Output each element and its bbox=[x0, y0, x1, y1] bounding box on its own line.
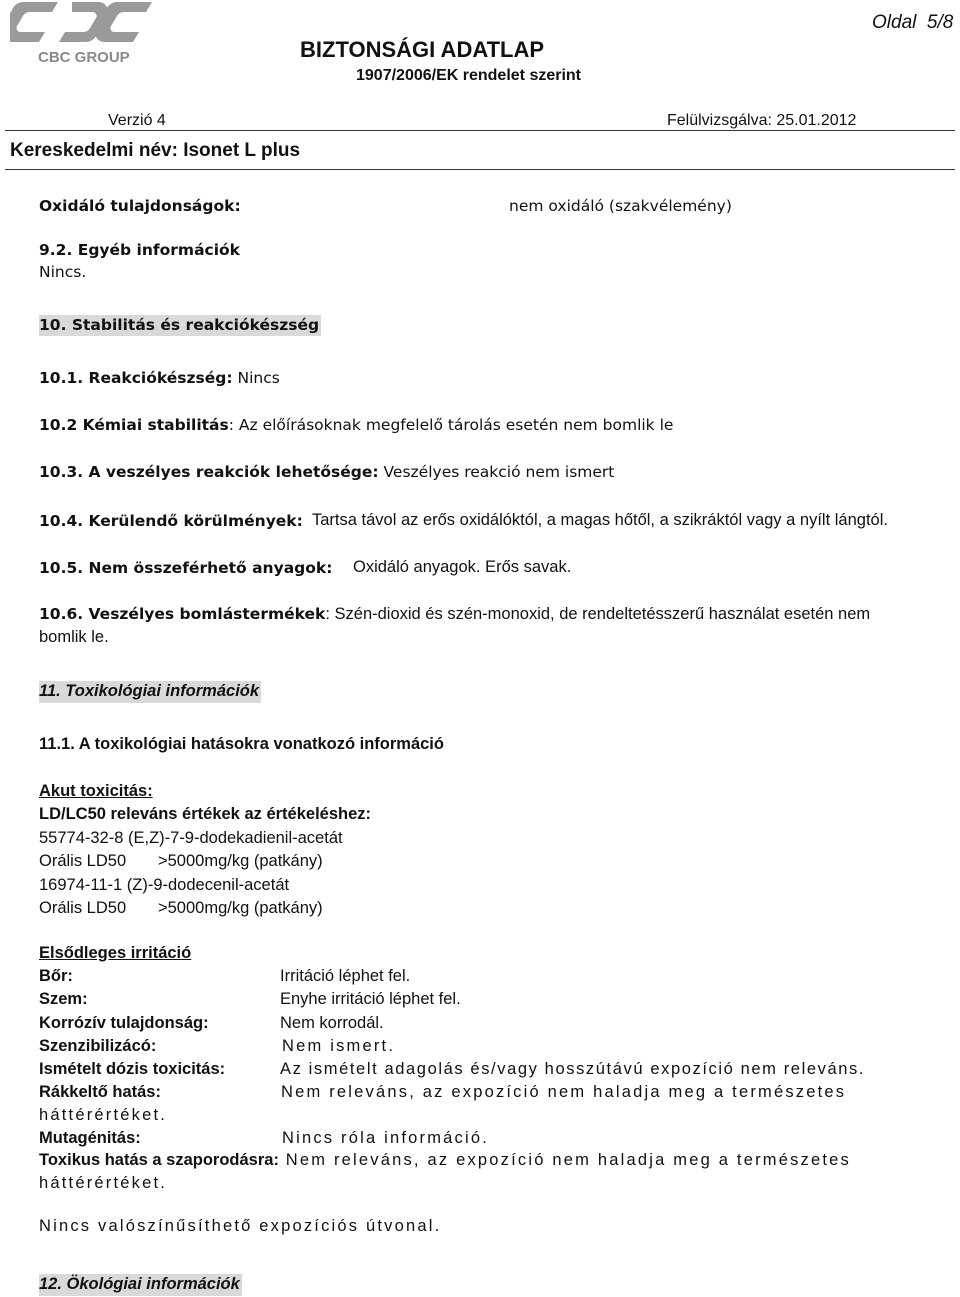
hazardous-reactions-value: Veszélyes reakció nem ismert bbox=[378, 463, 615, 481]
carcinogenicity-value-cont: háttérértéket. bbox=[39, 1106, 168, 1124]
page-indicator bbox=[872, 12, 953, 34]
corrosive-value: Nem korrodál. bbox=[280, 1014, 384, 1032]
ld-lc50-heading: LD/LC50 releváns értékek az értékeléshez: bbox=[39, 805, 372, 823]
skin-label: Bőr: bbox=[39, 967, 73, 985]
reproductive-value: Nem releváns, az expozíció nem haladja meg a természetes bbox=[278, 1151, 851, 1169]
section-11-title: 11. Toxikológiai információk bbox=[39, 681, 261, 703]
acute-toxicity-heading: Akut toxicitás: bbox=[39, 782, 153, 800]
logo-text: CBC GROUP bbox=[38, 49, 130, 66]
company-logo bbox=[10, 0, 160, 70]
decomposition-value: : Szén-dioxid és szén-monoxid, de rendeltetésszerű használat esetén nem bbox=[325, 605, 871, 623]
section-12-title: 12. Ökológiai információk bbox=[39, 1274, 242, 1296]
revision-date: Felülvizsgálva: 25.01.2012 bbox=[667, 112, 857, 129]
trade-name: Kereskedelmi név: Isonet L plus bbox=[10, 140, 301, 161]
compound-1: 55774-32-8 (E,Z)-7-9-dodekadienil-acetát bbox=[39, 829, 343, 847]
oxidizing-value: nem oxidáló (szakvélemény) bbox=[509, 197, 732, 215]
stability-row bbox=[39, 416, 673, 434]
page-number: 5/8 bbox=[926, 12, 954, 33]
compound-2-ld50-value: >5000mg/kg (patkány) bbox=[158, 899, 323, 917]
hazardous-reactions-row bbox=[39, 463, 614, 481]
toxicology-subtitle: 11.1. A toxikológiai hatásokra vonatkozó információ bbox=[39, 735, 444, 753]
stability-value: : Az előírásoknak megfelelő tárolás esetén nem bomlik le bbox=[228, 416, 674, 434]
reproductive-row bbox=[39, 1151, 851, 1170]
sensitization-value: Nem ismert. bbox=[282, 1037, 396, 1055]
corrosive-label: Korrózív tulajdonság: bbox=[39, 1014, 209, 1032]
compound-1-ld50-value: >5000mg/kg (patkány) bbox=[158, 852, 323, 870]
conditions-avoid-value: Tartsa távol az erős oxidálóktól, a magas hőtől, a szikráktól vagy a nyílt lángtól. bbox=[312, 511, 888, 529]
reproductive-label: Toxikus hatás a szaporodásra: bbox=[39, 1151, 279, 1169]
decomposition-value-cont: bomlik le. bbox=[39, 628, 109, 646]
oxidizing-label: Oxidáló tulajdonságok: bbox=[39, 197, 241, 215]
incompatible-materials-label: 10.5. Nem összeférhető anyagok: bbox=[39, 559, 333, 577]
reactivity-value: Nincs bbox=[232, 369, 280, 387]
document-title: BIZTONSÁGI ADATLAP bbox=[300, 37, 545, 62]
skin-value: Irritáció léphet fel. bbox=[280, 967, 411, 985]
reactivity-row bbox=[39, 369, 280, 387]
sensitization-label: Szenzibilizácó: bbox=[39, 1037, 157, 1055]
repeated-dose-value: Az ismételt adagolás és/vagy hosszútávú expozíció nem releváns. bbox=[280, 1060, 866, 1078]
other-info-title: 9.2. Egyéb információk bbox=[39, 241, 240, 259]
reproductive-value-cont: háttérértéket. bbox=[39, 1174, 168, 1192]
exposure-route-text: Nincs valószínűsíthető expozíciós útvonal. bbox=[39, 1217, 442, 1235]
carcinogenicity-label: Rákkeltő hatás: bbox=[39, 1083, 161, 1101]
incompatible-materials-value: Oxidáló anyagok. Erős savak. bbox=[353, 558, 572, 576]
mutagenicity-label: Mutagénitás: bbox=[39, 1129, 141, 1147]
version-label: Verzió 4 bbox=[108, 112, 166, 129]
conditions-avoid-label: 10.4. Kerülendő körülmények: bbox=[39, 512, 303, 530]
primary-irritation-heading: Elsődleges irritáció bbox=[39, 944, 192, 962]
other-info-value: Nincs. bbox=[39, 263, 87, 281]
hazardous-reactions-label: 10.3. A veszélyes reakciók lehetősége: bbox=[39, 463, 379, 481]
reactivity-label: 10.1. Reakciókészség: bbox=[39, 369, 233, 387]
stability-label: 10.2 Kémiai stabilitás bbox=[39, 416, 229, 434]
section-10-title: 10. Stabilitás és reakciókészség bbox=[39, 316, 320, 334]
page-label: Oldal bbox=[872, 12, 917, 33]
mutagenicity-value: Nincs róla információ. bbox=[282, 1129, 490, 1147]
decomposition-row bbox=[39, 605, 870, 624]
compound-2: 16974-11-1 (Z)-9-dodecenil-acetát bbox=[39, 876, 290, 894]
compound-1-ld50-label: Orális LD50 bbox=[39, 852, 127, 870]
carcinogenicity-value: Nem releváns, az expozíció nem haladja meg a természetes bbox=[281, 1083, 847, 1101]
decomposition-label: 10.6. Veszélyes bomlástermékek bbox=[39, 605, 326, 623]
eye-value: Enyhe irritáció léphet fel. bbox=[280, 990, 461, 1008]
repeated-dose-label: Ismételt dózis toxicitás: bbox=[39, 1060, 226, 1078]
eye-label: Szem: bbox=[39, 990, 88, 1008]
document-subtitle: 1907/2006/EK rendelet szerint bbox=[356, 67, 582, 84]
compound-2-ld50-label: Orális LD50 bbox=[39, 899, 127, 917]
